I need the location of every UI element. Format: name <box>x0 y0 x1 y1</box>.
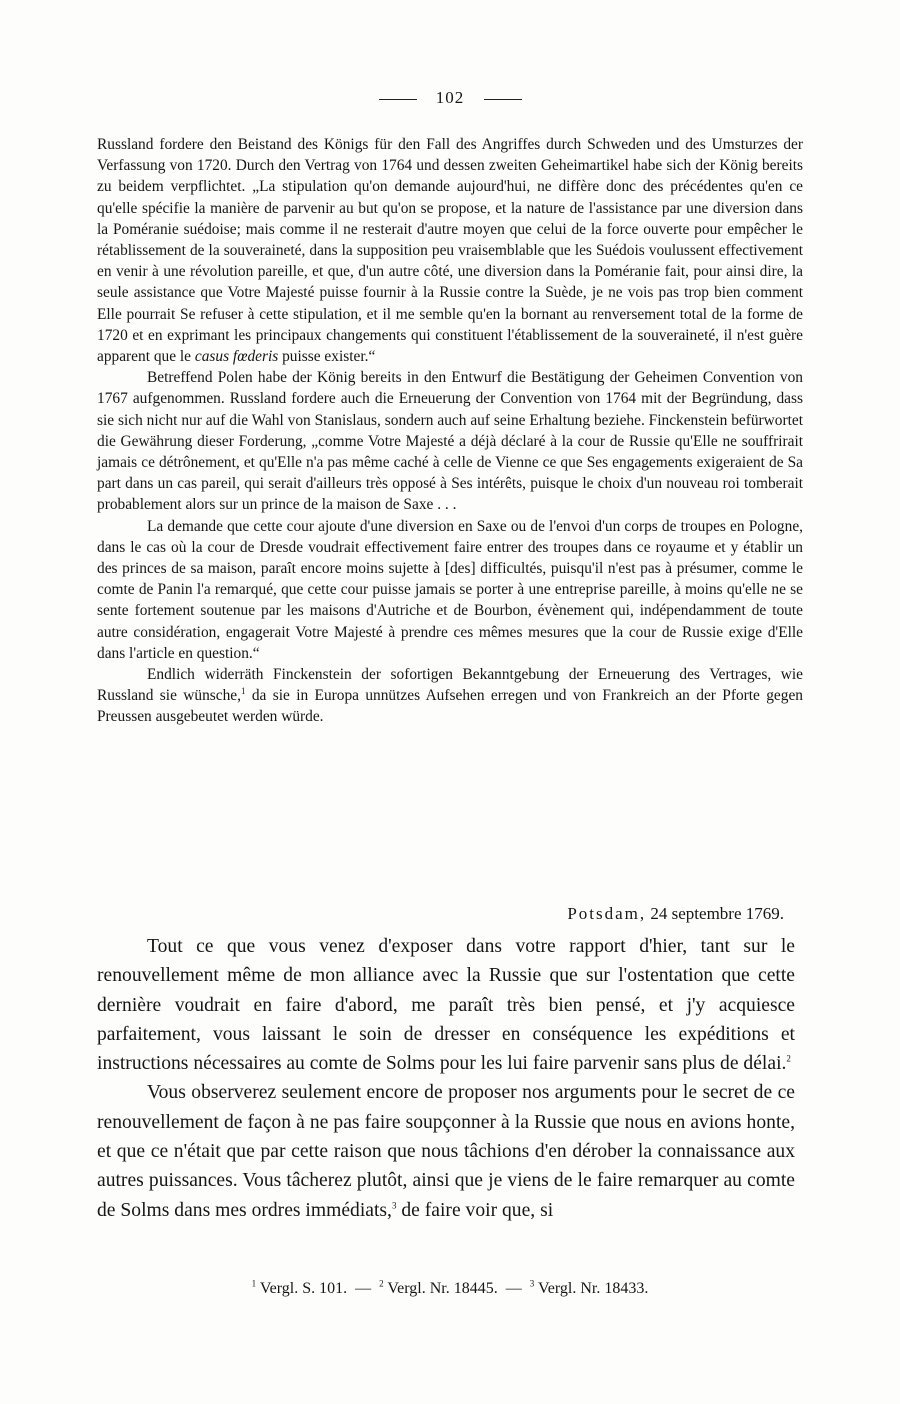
letter-body <box>97 932 795 1225</box>
letter-paragraph-1 <box>97 932 795 1078</box>
summary-paragraph-4 <box>97 664 803 728</box>
summary-paragraph-2 <box>97 367 803 515</box>
footnote-1: Vergl. S. 101. <box>259 1280 348 1297</box>
letter-text-1: Tout ce que vous venez d'exposer dans votre rapport d'hier, tant sur le renouvellement même de mon alliance avec la Russie que sur l'ostentation que cette dernière voudrait en faire d'abord, me paraît très bien pensé, et j'y acquiesce parfaitement, vous laissant le soin de dresser en conséquence les expéditions et instructions nécessaires au comte de Solms pour les lui faire parvenir sans plus de délai. <box>97 936 795 1075</box>
footnote-mark-2: 2 <box>379 1278 384 1289</box>
summary-paragraph-1 <box>97 134 803 367</box>
footnote-mark-1: 1 <box>251 1278 257 1289</box>
footnote-3: Vergl. Nr. 18433. <box>537 1280 649 1297</box>
letter-text-2b: de faire voir que, si <box>401 1199 554 1221</box>
page-header <box>0 88 900 108</box>
summary-text-1: Russland fordere den Beistand des Königs für den Fall des Angriffes durch Schweden und des Umsturzes der Verfassung von 1720. Durch den Vertrag von 1764 und dessen zweiten Geheimartikel habe sich der König bereits zu beidem verpflichtet. „La stipulation qu'on demande aujourd'hui, ne diffère donc des précédentes qu'en ce qu'elle spécifie la manière de parvenir au but qu'on se propose, et la nature de l'assistance par une diversion dans la Poméranie suédoise; mais comme il ne resterait d'autre moyen que celui de la force ouverte pour empêcher le rétablissement de la souveraineté, dans la supposition peu vraisemblable que les Suédois voulussent effectivement en venir à une révolution pareille, et que, d'un autre côté, une diversion dans la Poméranie fait, pour ainsi dire, la seule assistance que Votre Majesté puisse fournir à la Russie contre la Suède, je ne vois pas trop bien comment Elle pourrait Se refuser à cette stipulation, et il me semble qu'en la bornant au renversement total de la forme de 1720 et en exprimant les principaux changements qui constituent l'établissement de la souveraineté, il n'est guère apparent que le <box>97 136 803 366</box>
footnote-2: Vergl. Nr. 18445. <box>387 1280 498 1297</box>
dateline-date: 24 septembre 1769. <box>650 904 784 923</box>
summary-paragraph-3 <box>97 516 803 664</box>
summary-text-4b: da sie in Europa unnützes Aufsehen erregen und von Frankreich an der Pforte gegen Preussen ausgebeutet werden würde. <box>97 687 803 726</box>
footnote-ref-3: 3 <box>391 1200 397 1211</box>
italic-term: casus fœderis <box>194 348 279 366</box>
page-number: 102 <box>435 88 465 107</box>
summary-text-1-end: puisse exister.“ <box>282 348 376 366</box>
footnote-mark-3: 3 <box>529 1278 535 1289</box>
summary-text-3: La demande que cette cour ajoute d'une diversion en Saxe ou de l'envoi d'un corps de troupes en Pologne, dans le cas où la cour de Dresde voudrait effectivement faire entrer des troupes dans ce royaume et y établir un des princes de sa maison, paraît encore moins sujette à [des] difficultés, puisqu'il n'est pas à présumer, comme le comte de Panin l'a remarqué, que cette cour puisse jamais se porter à une entreprise pareille, à moins qu'elle ne se sente fortement soutenue par les maisons d'Autriche et de Bourbon, évènement qui, indépendamment de toute autre considération, engagerait Votre Majesté à prendre ces mêmes mesures que la cour de Russie exige d'Elle dans l'article en question.“ <box>97 517 803 662</box>
summary-block <box>97 134 803 728</box>
letter-text-2a: Vous observerez seulement encore de proposer nos arguments pour le secret de ce renouvellement de façon à ne pas faire soupçonner à la Russie que nous en avions honte, et que ce n'était que par cette raison que nous tâchions d'en dérober la connaissance aux autres puissances. Vous tâcherez plutôt, ainsi que je viens de le faire remarquer au comte de Solms dans mes ordres immédiats, <box>97 1082 795 1221</box>
letter-paragraph-2 <box>97 1078 795 1224</box>
header-rule-left <box>379 99 417 100</box>
summary-text-4a: Endlich widerräth Finckenstein der sofortigen Bekanntgebung der Erneuerung des Vertrages, wie Russland sie wünsche, <box>97 666 803 705</box>
footnote-ref-2: 2 <box>786 1053 791 1064</box>
summary-text-2: Betreffend Polen habe der König bereits in den Entwurf die Bestätigung der Geheimen Convention von 1767 aufgenommen. Russland fordere auch die Erneuerung der Convention von 1764 mit der Begründung, dass sie sich nicht nur auf die Wahl von Stanislaus, sondern auch auf seine Erhaltung beziehe. Finckenstein befürwortet die Gewährung dieser Forderung, „comme Votre Majesté a déjà déclaré à la cour de Russie qu'Elle ne souffrirait jamais ce détrônement, et qu'Elle n'a pas même caché à celle de Vienne ce que Ses engagements exigeraient de Sa part dans un cas pareil, qui serait d'ailleurs très opposé à Ses intérêts, puisque le choix d'un nouveau roi tomberait probablement alors sur un prince de la maison de Saxe . . . <box>97 369 803 514</box>
dateline-place: Potsdam, <box>567 904 647 923</box>
footnote-ref-1: 1 <box>240 686 246 697</box>
dateline <box>0 904 784 924</box>
footnotes: $^1$ Vergl. S. 101. — $^2$ Vergl. Nr. 18445. — $^3$ Vergl. Nr. 18433. <box>251 1278 649 1297</box>
header-rule-right <box>484 99 522 100</box>
